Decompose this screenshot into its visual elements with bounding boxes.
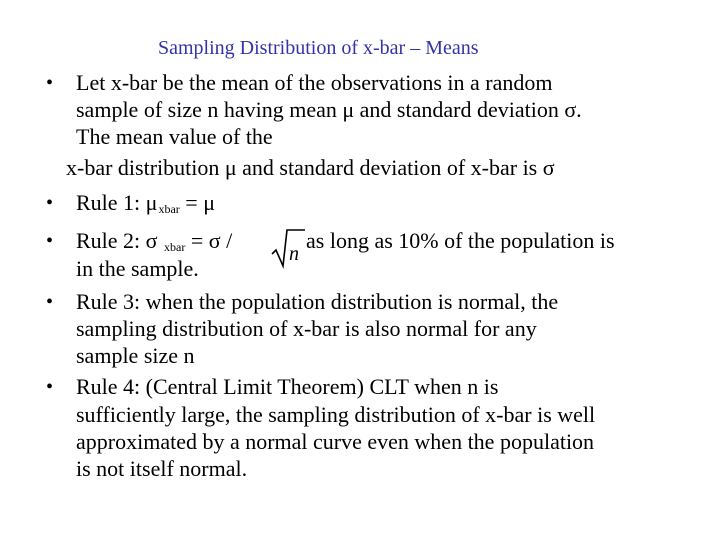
rule-1-line: [76, 190, 215, 222]
rule-4-line-1: Rule 4: (Central Limit Theorem) CLT when n is: [76, 374, 499, 399]
rule-2-subscript: xbar: [164, 240, 186, 254]
bullet-rule-2-glyph: •: [46, 230, 54, 252]
rule-4-line-4: is not itself normal.: [76, 456, 248, 481]
rule-2-continuation: in the sample.: [76, 256, 199, 281]
bullet-1-line-3: The mean value of the: [76, 124, 273, 149]
bullet-1-line-2: sample of size n having mean μ and standard deviation σ.: [76, 97, 582, 122]
rule-2-suffix: as long as 10% of the population is: [306, 228, 615, 253]
sqrt-variable: n: [289, 243, 299, 265]
rule-1-suffix: = μ: [179, 190, 215, 215]
rule-3-line-3: sample size n: [76, 343, 195, 368]
bullet-rule-3-glyph: •: [46, 291, 54, 313]
rule-2-prefix: Rule 2: σ: [76, 228, 164, 253]
rule-4-line-3: approximated by a normal curve even when the population: [76, 429, 595, 454]
bullet-rule-1-glyph: •: [46, 192, 54, 214]
rule-1-prefix: Rule 1: μ: [76, 190, 158, 215]
bullet-rule-4-glyph: •: [46, 376, 54, 398]
rule-4-line-2: sufficiently large, the sampling distribution of x-bar is well: [76, 402, 596, 427]
radical-sign-icon: [271, 226, 305, 270]
rule-3-line-2: sampling distribution of x-bar is also normal for any: [76, 316, 537, 341]
rule-1-subscript: xbar: [158, 202, 180, 216]
square-root-of-n: [271, 226, 305, 270]
x-bar-distribution-line: x-bar distribution μ and standard deviation of x-bar is σ: [66, 155, 555, 180]
bullet-1-glyph: •: [46, 72, 54, 94]
rule-2-middle: = σ /: [185, 228, 233, 253]
slide-title: Sampling Distribution of x-bar – Means: [158, 37, 479, 59]
bullet-1-line-1: Let x-bar be the mean of the observations in a random: [76, 70, 553, 95]
rule-3-line-1: Rule 3: when the population distribution is normal, the: [76, 289, 559, 314]
